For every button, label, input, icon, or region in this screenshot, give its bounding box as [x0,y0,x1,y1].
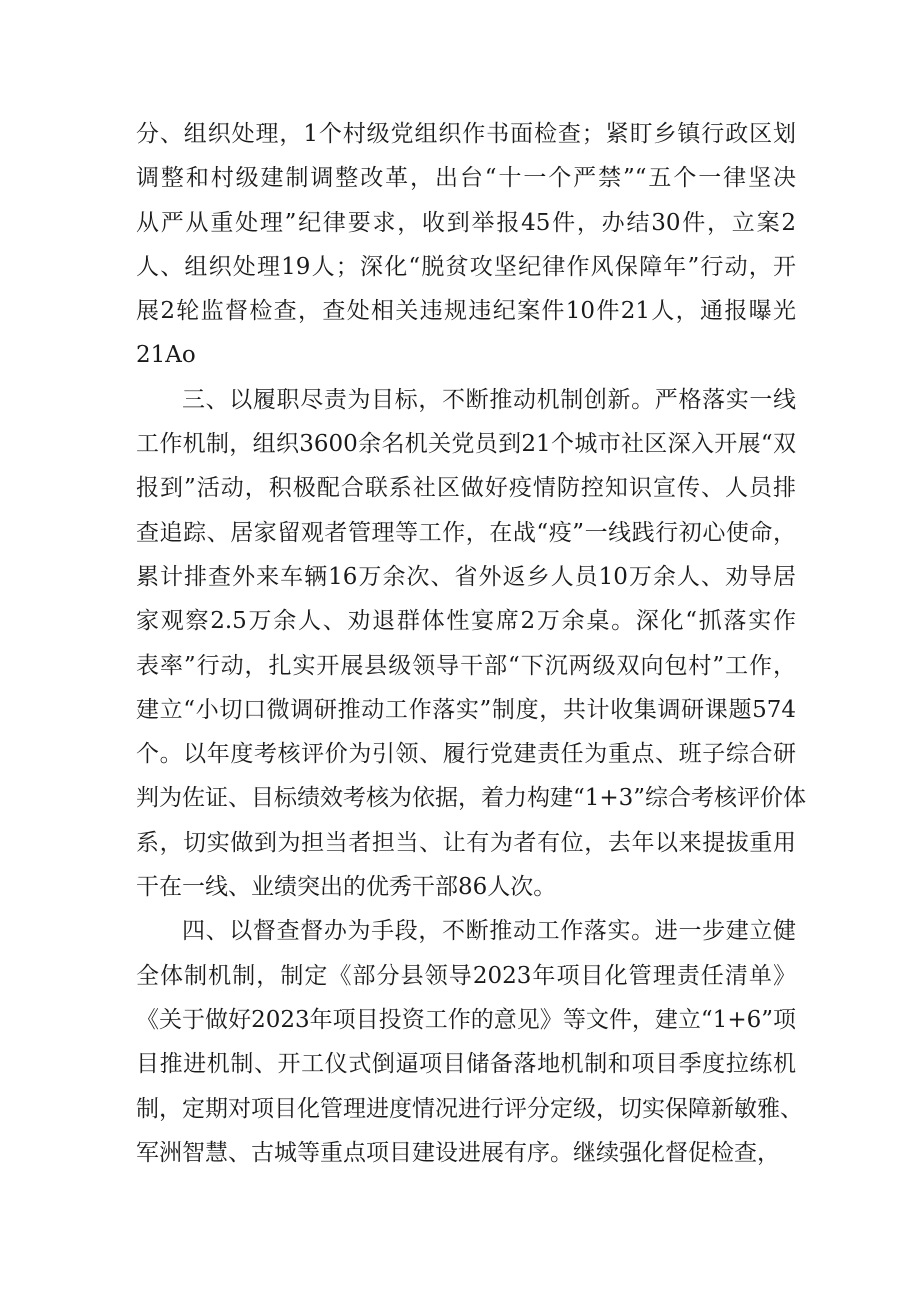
text-line: 查追踪、居家留观者管理等工作，在战“疫”一线践行初心使命， [136,519,796,546]
section-heading-line: 三、以履职尽责为目标，不断推动机制创新。严格落实一线 [182,386,796,413]
text-line: 个。以年度考核评价为引领、履行党建责任为重点、班子综合研 [136,741,796,768]
text-line: 全体制机制，制定《部分县领导2023年项目化管理责任清单》 [136,962,796,989]
text-line: 系，切实做到为担当者担当、让有为者有位，去年以来提拔重用 [136,829,796,856]
text-line: 表率”行动，扎实开展县级领导干部“下沉两级双向包村”工作， [136,652,796,679]
body-text [136,112,807,1175]
text-line: 目推进机制、开工仪式倒逼项目储备落地机制和项目季度拉练机 [136,1051,796,1078]
text-line: 展2轮监督检查，查处相关违规违纪案件10件21人，通报曝光 [136,298,796,325]
text-line: 制，定期对项目化管理进度情况进行评分定级，切实保障新敏雅、 [136,1095,803,1122]
text-line: 21Ao [136,342,196,369]
text-line: 干在一线、业绩突出的优秀干部86人次。 [136,874,557,901]
text-line: 人、组织处理19人；深化“脱贫攻坚纪律作风保障年”行动，开 [136,253,796,280]
text-line: 报到”活动，积极配合联系社区做好疫情防控知识宣传、人员排 [136,475,796,502]
section-heading-line: 四、以督查督办为手段，不断推动工作落实。进一步建立健 [182,918,796,945]
text-line: 工作机制，组织3600余名机关党员到21个城市社区深入开展“双 [136,431,796,458]
text-line: 《关于做好2023年项目投资工作的意见》等文件，建立“1+6”项 [136,1006,796,1033]
text-line: 累计排查外来车辆16万余次、省外返乡人员10万余人、劝导居 [136,563,796,590]
text-line: 分、组织处理，1个村级党组织作书面检查；紧盯乡镇行政区划 [136,121,796,147]
text-line: 家观察2.5万余人、劝退群体性宴席2万余桌。深化“抓落实作 [136,608,796,635]
text-line: 军洲智慧、古城等重点项目建设进展有序。继续强化督促检查， [136,1139,780,1166]
text-line: 建立“小切口微调研推动工作落实”制度，共计收集调研课题574 [136,696,796,723]
text-line: 调整和村级建制调整改革，出台“十一个严禁”“五个一律坚决 [136,165,796,192]
text-line: 从严从重处理”纪律要求，收到举报45件，办结30件，立案2 [136,209,796,236]
text-line: 判为佐证、目标绩效考核为依据，着力构建“1+3”综合考核评价体 [136,785,807,812]
